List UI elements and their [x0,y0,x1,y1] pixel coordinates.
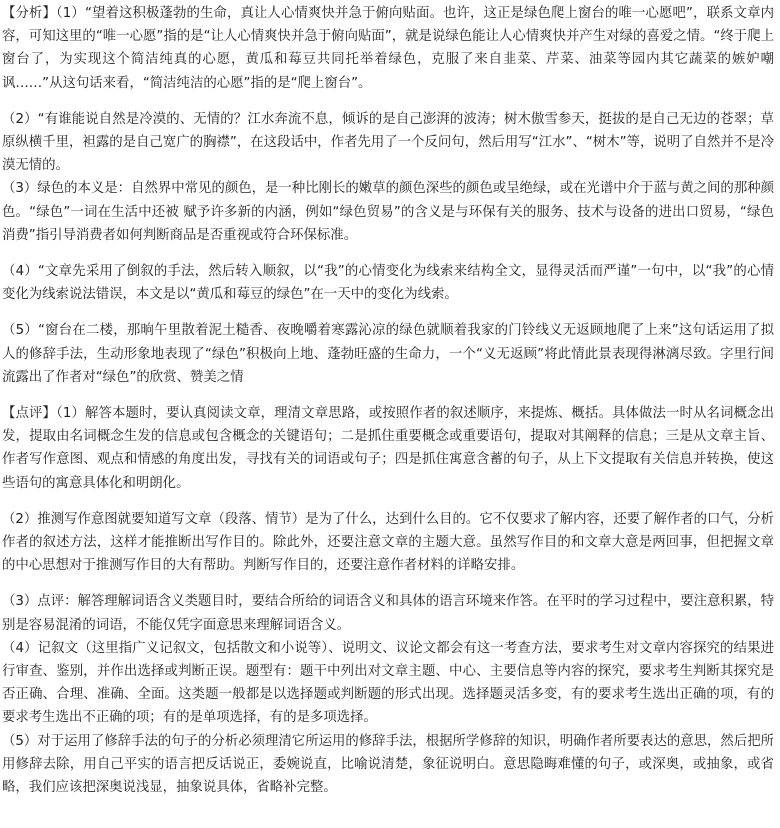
analysis-paragraph-1: 【分析】（1）“望着这积极蓬勃的生命，真让人心情爽快并急于俯向贴面。也许，这正是绿色爬上窗台的唯一心愿吧”，联系文章内容，可知这里的“唯一心愿”指的是“让人心情爽快并急于俯向贴面”，就是说绿色能让人心情爽快并产生对绿的喜爱之情。“终于爬上窗台了，为实现这个简洁纯真的心愿，黄瓜和莓豆共同托举着绿色，克服了来自韭菜、芹菜、油菜等园内其它蔬菜的嫉妒嘲讽……”从这句话来看，“简洁纯洁的心愿”指的是“爬上窗台”。 [2,6,774,91]
comment-paragraph-5: （5）对于运用了修辞手法的句子的分析必须理清它所运用的修辞手法，根据所学修辞的知识，明确作者所要表达的意思，然后把所用修辞去除，用自己平实的语言把反话说正，委婉说直，比喻说清楚，象征说明白。意思隐晦难懂的句子，或深奥，或抽象，或省略，我们应该把深奥说浅显，抽象说具体，省略补完整。 [2,733,774,796]
analysis-paragraph-3: （3）绿色的本义是：自然界中常见的颜色，是一种比刚长的嫩草的颜色深些的颜色或呈绝绿，或在光谱中介于蓝与黄之间的那种颜色。“绿色”一词在生活中还被 赋予许多新的内涵，例如“绿色贸易”的含义是与环保有关的服务、技术与设备的进出口贸易，“绿色消费”指引导消费者如何判断商品是否重视或符合环保标准。 [2,181,774,243]
comment-paragraph-3: （3）点评：解答理解词语含义类题目时，要结合所给的词语含义和具体的语言环境来作答。在平时的学习过程中，要注意积累，特别是容易混淆的词语，不能仅凭字面意思来理解词语含义。 [2,594,774,633]
comment-paragraph-1: 【点评】（1）解答本题时，要认真阅读文章，理清文章思路，或按照作者的叙述顺序，来提炼、概括。具体做法一时从名词概念出发，提取由名词概念生发的信息或包含概念的关键语句；二是抓住重要概念或重要语句，提取对其阐释的信息；三是从文章主旨、作者写作意图、观点和情感的角度出发，寻找有关的词语或句子；四是抓住寓意含蓄的句子，从上下文提取有关信息并转换，使这些语句的寓意具体化和明朗化。 [2,406,774,491]
analysis-paragraph-2: （2）“有谁能说自然是冷漠的、无情的？江水奔流不息，倾诉的是自己澎湃的波涛；树木傲雪参天，挺拔的是自己无边的苍翠；草原纵横千里，袒露的是自己宽广的胸襟”，在这段话中，作者先用了一个反问句，然后用写“江水”、“树木”等，说明了自然并不是冷漠无情的。 [2,111,774,174]
analysis-paragraph-4: （4）“文章先采用了倒叙的手法，然后转入顺叙，以“我”的心情变化为线索来结构全文，显得灵活而严谨”一句中，以“我”的心情变化为线索说法错误，本文是以“黄瓜和莓豆的绿色”在一天中的变化为线索。 [2,264,774,303]
analysis-paragraph-5: （5）“窗台在二楼，那晌午里散着泥土糙香、夜晚嚼着寒露沁凉的绿色就顺着我家的门铃线义无返顾地爬了上来”这句话运用了拟人的修辞手法，生动形象地表现了“绿色”积极向上地、蓬勃旺盛的生命力，一个“义无返顾”将此情此景表现得淋漓尽致。字里行间流露出了作者对“绿色”的欣赏、赞美之情 [2,323,774,385]
comment-paragraph-2: （2）推测写作意图就要知道写文章（段落、情节）是为了什么，达到什么目的。它不仅要求了解内容，还要了解作者的口气，分析作者的叙述方法，这样才能推断出写作目的。除此外，还要注意文章的主题大意。虽然写作目的和文章大意是两回事，但把握文章的中心思想对于推测写作目的大有帮助。判断写作目的，还要注意作者材料的详略安排。 [2,511,774,574]
comment-paragraph-4: （4）记叙文（这里指广义记叙文，包括散文和小说等）、说明文、议论文都会有这一考查方法，要求考生对文章内容探究的结果进行审查、鉴别，并作出选择或判断正误。题型有：题干中列出对文章主题、中心、主要信息等内容的探究，要求考生判断其探究是否正确、合理、准确、全面。这类题一般都是以选择题或判断题的形式出现。选择题灵活多变，有的要求考生选出正确的项，有的要求考生选出不正确的项；有的是单项选择，有的是多项选择。 [2,640,774,726]
